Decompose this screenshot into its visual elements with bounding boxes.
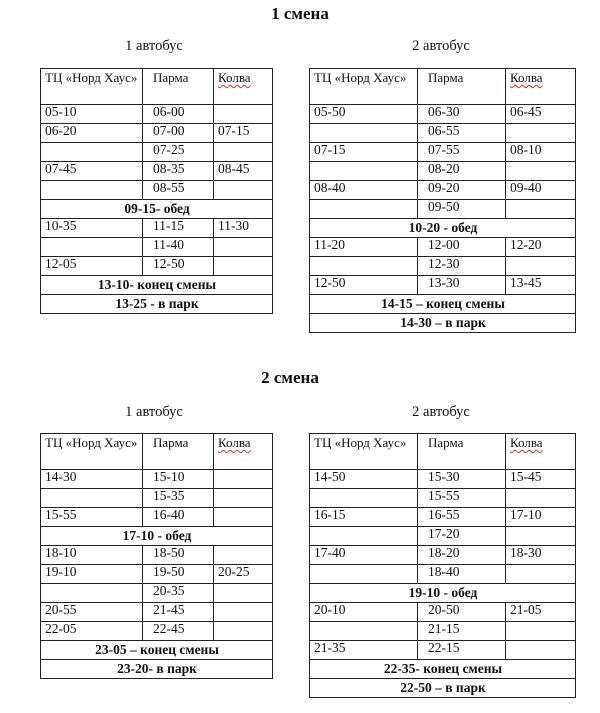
time-cell-tc-nord-haus: 07-15 xyxy=(310,143,418,162)
time-cell-parma: 22-15 xyxy=(418,641,506,660)
table-row xyxy=(310,508,576,527)
header-row xyxy=(310,69,576,105)
summary-cell: 09-15- обед xyxy=(41,200,273,219)
time-cell-tc-nord-haus: 22-05 xyxy=(41,622,143,641)
table-row xyxy=(41,622,273,641)
header-parma xyxy=(418,69,506,105)
time-cell-kolva: 09-40 xyxy=(506,181,576,200)
shift-2-title: 2 смена xyxy=(261,368,319,387)
summary-cell: 14-30 – в парк xyxy=(310,314,576,333)
table-row xyxy=(310,546,576,565)
table-row xyxy=(310,143,576,162)
time-cell-kolva xyxy=(214,470,273,489)
time-cell-kolva xyxy=(214,603,273,622)
table-row xyxy=(41,489,273,508)
summary-row xyxy=(41,200,273,219)
header-parma xyxy=(418,434,506,470)
header-kolva xyxy=(214,434,273,470)
time-cell-kolva xyxy=(506,124,576,143)
time-cell-kolva xyxy=(214,622,273,641)
table-row xyxy=(310,489,576,508)
summary-cell: 19-10 - обед xyxy=(310,584,576,603)
table-row xyxy=(310,603,576,622)
time-cell-parma: 18-40 xyxy=(418,565,506,584)
table-row xyxy=(310,124,576,143)
time-cell-parma: 18-50 xyxy=(143,546,214,565)
header-label: Колва xyxy=(218,435,251,450)
time-cell-kolva: 12-20 xyxy=(506,238,576,257)
table-row xyxy=(310,238,576,257)
time-cell-parma: 08-55 xyxy=(143,181,214,200)
time-cell-kolva xyxy=(506,200,576,219)
time-cell-parma: 09-50 xyxy=(418,200,506,219)
header-tc-nord-haus xyxy=(310,434,418,470)
summary-row xyxy=(41,660,273,679)
time-cell-parma: 08-20 xyxy=(418,162,506,181)
summary-row xyxy=(310,219,576,238)
table-row xyxy=(41,470,273,489)
time-cell-kolva xyxy=(506,641,576,660)
summary-row xyxy=(310,584,576,603)
header-label: Парма xyxy=(428,70,464,85)
time-cell-tc-nord-haus xyxy=(310,622,418,641)
table-row xyxy=(41,238,273,257)
time-cell-tc-nord-haus xyxy=(41,238,143,257)
header-label: ТЦ «Норд Хаус» xyxy=(314,70,407,85)
time-cell-parma: 06-00 xyxy=(143,105,214,124)
time-cell-tc-nord-haus: 05-10 xyxy=(41,105,143,124)
time-cell-parma: 17-20 xyxy=(418,527,506,546)
table-row xyxy=(310,276,576,295)
summary-cell: 23-05 – конец смены xyxy=(41,641,273,660)
time-cell-tc-nord-haus: 08-40 xyxy=(310,181,418,200)
time-cell-tc-nord-haus: 20-55 xyxy=(41,603,143,622)
table-row xyxy=(41,143,273,162)
time-cell-kolva: 06-45 xyxy=(506,105,576,124)
time-cell-parma: 16-40 xyxy=(143,508,214,527)
time-cell-kolva: 15-45 xyxy=(506,470,576,489)
time-cell-parma: 22-45 xyxy=(143,622,214,641)
shift-1-bus-2-label: 2 автобус xyxy=(412,38,470,54)
summary-cell: 17-10 - обед xyxy=(41,527,273,546)
summary-cell: 23-20- в парк xyxy=(41,660,273,679)
time-cell-tc-nord-haus xyxy=(41,489,143,508)
table-row xyxy=(310,200,576,219)
table-row xyxy=(41,584,273,603)
time-cell-tc-nord-haus xyxy=(310,489,418,508)
shift-2-bus-1-table xyxy=(40,433,273,679)
summary-cell: 10-20 - обед xyxy=(310,219,576,238)
time-cell-tc-nord-haus: 15-55 xyxy=(41,508,143,527)
time-cell-kolva xyxy=(214,238,273,257)
table-row xyxy=(41,565,273,584)
summary-cell: 13-25 - в парк xyxy=(41,295,273,314)
summary-row xyxy=(310,660,576,679)
table-row xyxy=(310,565,576,584)
shift-2-bus-2-label: 2 автобус xyxy=(412,404,470,420)
time-cell-parma: 15-55 xyxy=(418,489,506,508)
header-tc-nord-haus xyxy=(310,69,418,105)
time-cell-kolva xyxy=(506,565,576,584)
header-label: Парма xyxy=(153,70,189,85)
summary-row xyxy=(310,314,576,333)
header-tc-nord-haus xyxy=(41,434,143,470)
time-cell-tc-nord-haus: 11-20 xyxy=(310,238,418,257)
time-cell-kolva: 08-45 xyxy=(214,162,273,181)
time-cell-parma: 08-35 xyxy=(143,162,214,181)
shift-2-bus-2-table xyxy=(309,433,576,698)
time-cell-parma: 21-45 xyxy=(143,603,214,622)
time-cell-kolva xyxy=(506,489,576,508)
summary-row xyxy=(310,295,576,314)
table-row xyxy=(41,162,273,181)
header-label: ТЦ «Норд Хаус» xyxy=(45,70,138,85)
header-kolva xyxy=(214,69,273,105)
time-cell-parma: 20-50 xyxy=(418,603,506,622)
header-label: Парма xyxy=(153,435,189,450)
header-kolva xyxy=(506,69,576,105)
table-row xyxy=(41,257,273,276)
summary-row xyxy=(41,295,273,314)
summary-row xyxy=(310,679,576,698)
time-cell-tc-nord-haus xyxy=(41,181,143,200)
table-row xyxy=(310,470,576,489)
time-cell-tc-nord-haus: 14-50 xyxy=(310,470,418,489)
header-kolva xyxy=(506,434,576,470)
header-label: Колва xyxy=(510,70,543,85)
header-tc-nord-haus xyxy=(41,69,143,105)
time-cell-parma: 12-50 xyxy=(143,257,214,276)
time-cell-parma: 12-30 xyxy=(418,257,506,276)
table-row xyxy=(310,105,576,124)
time-cell-parma: 07-55 xyxy=(418,143,506,162)
time-cell-kolva xyxy=(506,162,576,181)
table-row xyxy=(310,527,576,546)
time-cell-kolva: 20-25 xyxy=(214,565,273,584)
time-cell-tc-nord-haus: 19-10 xyxy=(41,565,143,584)
shift-1-bus-1-label: 1 автобус xyxy=(125,38,183,54)
time-cell-tc-nord-haus: 12-05 xyxy=(41,257,143,276)
time-cell-parma: 06-30 xyxy=(418,105,506,124)
time-cell-parma: 07-25 xyxy=(143,143,214,162)
summary-cell: 22-35- конец смены xyxy=(310,660,576,679)
table-row xyxy=(310,181,576,200)
time-cell-kolva xyxy=(214,489,273,508)
time-cell-tc-nord-haus xyxy=(41,143,143,162)
summary-cell: 14-15 – конец смены xyxy=(310,295,576,314)
header-parma xyxy=(143,434,214,470)
time-cell-parma: 18-20 xyxy=(418,546,506,565)
table-row xyxy=(41,603,273,622)
time-cell-kolva xyxy=(214,508,273,527)
time-cell-parma: 06-55 xyxy=(418,124,506,143)
time-cell-kolva xyxy=(214,584,273,603)
time-cell-tc-nord-haus: 18-10 xyxy=(41,546,143,565)
shift-1-bus-1-table xyxy=(40,68,273,314)
header-label: Колва xyxy=(510,435,543,450)
time-cell-kolva xyxy=(506,622,576,641)
time-cell-tc-nord-haus xyxy=(310,162,418,181)
time-cell-kolva xyxy=(214,257,273,276)
time-cell-tc-nord-haus: 07-45 xyxy=(41,162,143,181)
time-cell-parma: 19-50 xyxy=(143,565,214,584)
time-cell-kolva: 21-05 xyxy=(506,603,576,622)
time-cell-parma: 15-30 xyxy=(418,470,506,489)
header-label: Колва xyxy=(218,70,251,85)
header-label: ТЦ «Норд Хаус» xyxy=(45,435,138,450)
header-row xyxy=(310,434,576,470)
shift-1-bus-2-table xyxy=(309,68,576,333)
time-cell-kolva xyxy=(214,143,273,162)
time-cell-tc-nord-haus xyxy=(310,565,418,584)
table-row xyxy=(310,257,576,276)
time-cell-tc-nord-haus: 14-30 xyxy=(41,470,143,489)
time-cell-kolva: 07-15 xyxy=(214,124,273,143)
table-row xyxy=(41,508,273,527)
time-cell-parma: 09-20 xyxy=(418,181,506,200)
time-cell-tc-nord-haus: 10-35 xyxy=(41,219,143,238)
time-cell-parma: 15-35 xyxy=(143,489,214,508)
time-cell-kolva: 17-10 xyxy=(506,508,576,527)
time-cell-tc-nord-haus: 12-50 xyxy=(310,276,418,295)
table-row xyxy=(41,105,273,124)
header-label: Парма xyxy=(428,435,464,450)
time-cell-parma: 11-15 xyxy=(143,219,214,238)
time-cell-kolva xyxy=(506,527,576,546)
time-cell-parma: 11-40 xyxy=(143,238,214,257)
time-cell-tc-nord-haus xyxy=(310,257,418,276)
header-parma xyxy=(143,69,214,105)
time-cell-parma: 15-10 xyxy=(143,470,214,489)
table-row xyxy=(41,546,273,565)
time-cell-tc-nord-haus: 05-50 xyxy=(310,105,418,124)
time-cell-parma: 21-15 xyxy=(418,622,506,641)
time-cell-tc-nord-haus xyxy=(310,124,418,143)
time-cell-tc-nord-haus: 06-20 xyxy=(41,124,143,143)
summary-row xyxy=(41,527,273,546)
time-cell-kolva xyxy=(214,546,273,565)
time-cell-tc-nord-haus: 21-35 xyxy=(310,641,418,660)
time-cell-parma: 13-30 xyxy=(418,276,506,295)
time-cell-tc-nord-haus xyxy=(41,584,143,603)
time-cell-kolva xyxy=(214,181,273,200)
time-cell-tc-nord-haus: 20-10 xyxy=(310,603,418,622)
time-cell-kolva: 08-10 xyxy=(506,143,576,162)
header-label: ТЦ «Норд Хаус» xyxy=(314,435,407,450)
shift-2-bus-1-label: 1 автобус xyxy=(125,404,183,420)
time-cell-tc-nord-haus xyxy=(310,527,418,546)
time-cell-kolva xyxy=(214,105,273,124)
time-cell-kolva: 11-30 xyxy=(214,219,273,238)
header-row xyxy=(41,69,273,105)
summary-row xyxy=(41,641,273,660)
table-row xyxy=(41,219,273,238)
time-cell-parma: 16-55 xyxy=(418,508,506,527)
time-cell-kolva: 13-45 xyxy=(506,276,576,295)
time-cell-parma: 12-00 xyxy=(418,238,506,257)
table-row xyxy=(41,124,273,143)
summary-row xyxy=(41,276,273,295)
summary-cell: 22-50 – в парк xyxy=(310,679,576,698)
time-cell-parma: 07-00 xyxy=(143,124,214,143)
table-row xyxy=(310,162,576,181)
time-cell-parma: 20-35 xyxy=(143,584,214,603)
table-row xyxy=(41,181,273,200)
table-row xyxy=(310,641,576,660)
table-row xyxy=(310,622,576,641)
time-cell-tc-nord-haus xyxy=(310,200,418,219)
time-cell-kolva xyxy=(506,257,576,276)
shift-1-title: 1 смена xyxy=(271,4,329,23)
time-cell-tc-nord-haus: 16-15 xyxy=(310,508,418,527)
time-cell-tc-nord-haus: 17-40 xyxy=(310,546,418,565)
time-cell-kolva: 18-30 xyxy=(506,546,576,565)
summary-cell: 13-10- конец смены xyxy=(41,276,273,295)
header-row xyxy=(41,434,273,470)
